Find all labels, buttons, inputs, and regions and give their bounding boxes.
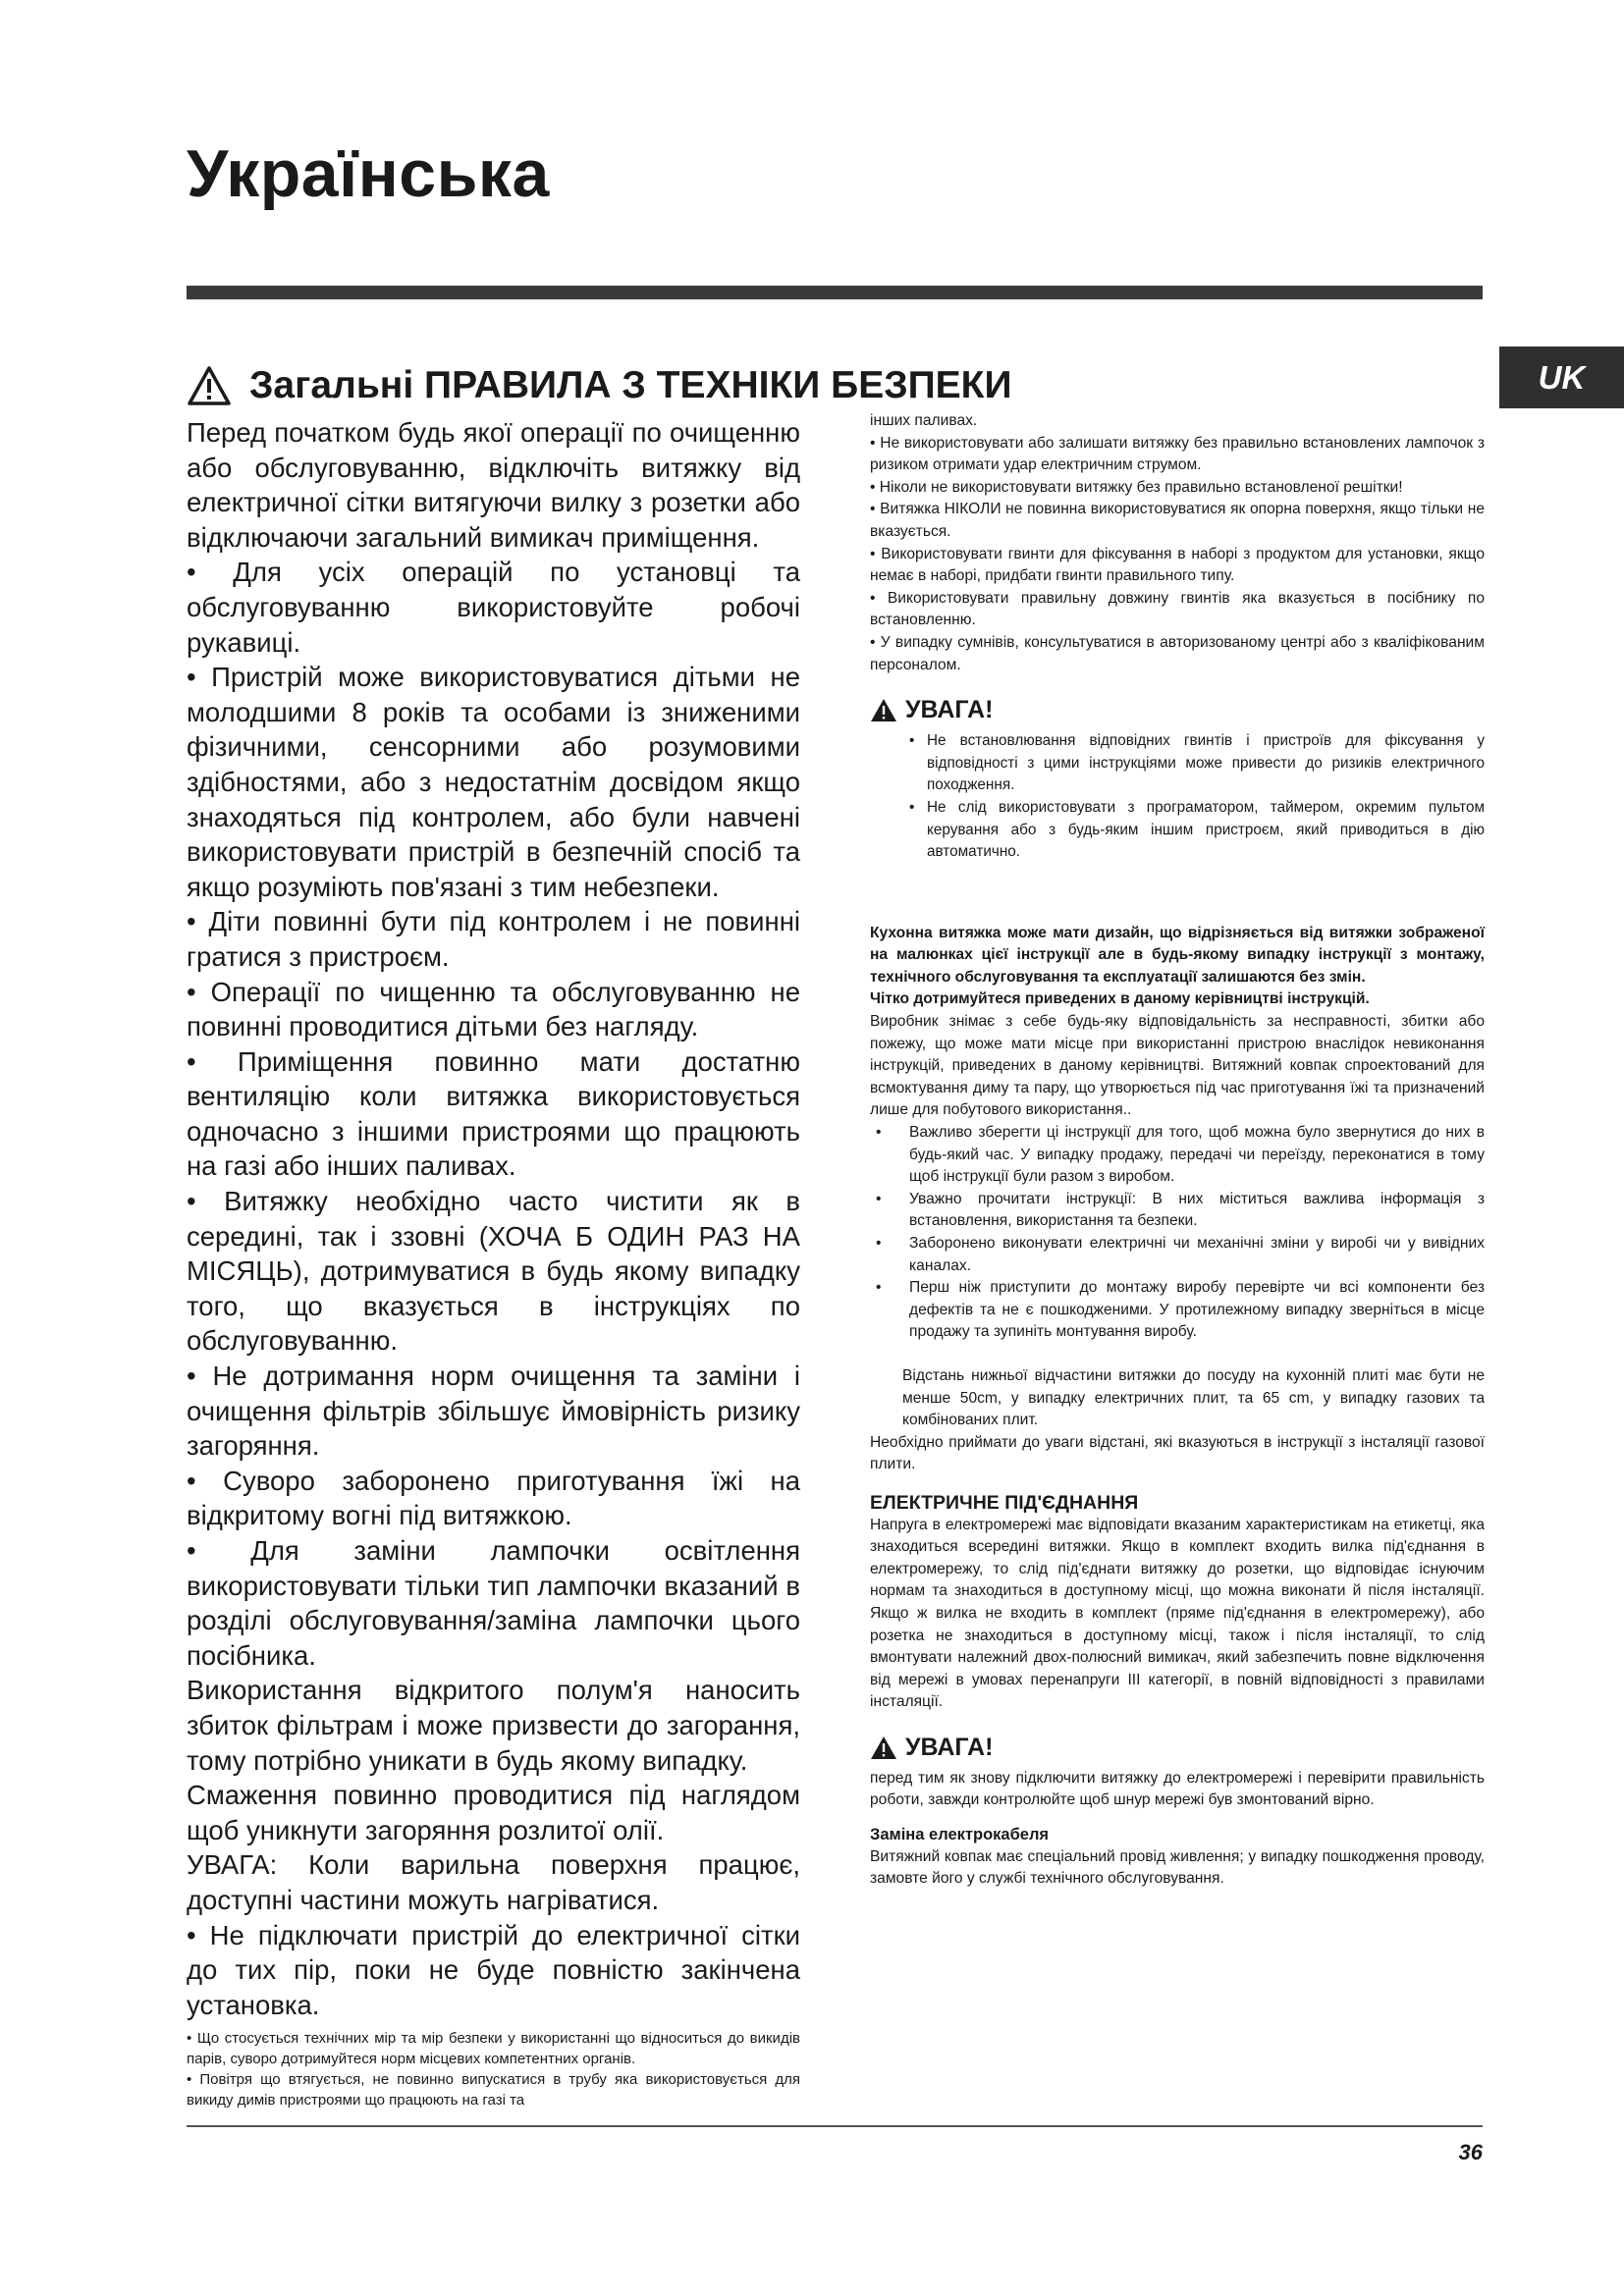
safety-paragraph: • Для усіх операцій по установці та обслуговуванню використовуйте робочі рукавиці. [187, 557, 800, 658]
warning-title: УВАГА! [905, 696, 994, 724]
warning-list [870, 730, 1485, 864]
safety-paragraph: • Витяжку необхідно часто чистити як в середині, так і ззовні (ХОЧА Б ОДИН РАЗ НА МІСЯЦЬ), дотримуватися в будь якому випадку того, що вказується в інструкціях по обслуговуванню. [187, 1186, 800, 1357]
liability-note: Виробник знімає з себе будь-яку відповідальність за несправності, збитки або пожежу, що може мати місце при використанні пристрою внаслідок невиконання інструкцій, приведених в даному керівництві. Витяжний ковпак спроектований для всмоктування диму та пару, що утворюється під час приготування їжі та призначений лише для побутового використання.. [870, 1013, 1485, 1119]
spacer [870, 864, 1485, 923]
gas-note: Необхідно приймати до уваги відстані, які вказуються в інструкції з інсталяції газової плити. [870, 1433, 1485, 1473]
right-column [870, 410, 1485, 1891]
safety-paragraph: • Діти повинні бути під контролем і не повинні гратися з пристроєм. [187, 906, 800, 972]
electrical-text: Напруга в електромережі має відповідати вказаним характеристикам на етикетці, яка знаходиться всередині витяжки. Якщо в комплект входить вилка під'єднання в електромережу, то слід під'єднати витяжку до розетки, що відповідає існуючим нормам та знаходиться в доступному місці, що можна виконати й після інсталяції. Якщо ж вилка не входить в комплект (пряме під'єднання в електромережу), або розетка не знаходиться в доступному місці, також і після інсталяції, то слід вмонтувати належний двох-полюсний вимикач, який забезпечить повне відключення від мережі в умовах перенапруги III категорії, в повній відповідності з правилами інсталяції. [870, 1516, 1485, 1711]
section-heading [187, 364, 1012, 407]
warning-filled-icon [870, 1735, 897, 1760]
warning-heading [870, 698, 1485, 722]
safety-paragraph: УВАГА: Коли варильна поверхня працює, доступні частини можуть нагріватися. [187, 1849, 800, 1915]
right-paragraph: інших паливах. [870, 412, 978, 429]
warning-item: • Не слід використовувати з програматором, таймером, окремим пультом керування або з будь-яким іншим пристроєм, який приводиться в дію автоматично. [870, 797, 1485, 864]
list-item: • Заборонено виконувати електричні чи механічні зміни у виробі чи у вивідних каналах. [870, 1233, 1485, 1277]
section-heading-text: Загальні ПРАВИЛА З ТЕХНІКИ БЕЗПЕКИ [249, 364, 1012, 406]
left-column [187, 415, 800, 2110]
design-note: Кухонна витяжка може мати дизайн, що відрізняється від витяжки зображеної на малюнках цієї інструкції але в будь-якому випадку інструкції з монтажу, технічного обслуговування та експлуатації залишаются без змін. [870, 924, 1485, 986]
right-paragraph: • Використовувати правильну довжину гвинтів яка вказується в посібнику по встановленню. [870, 589, 1485, 629]
safety-paragraph: • Приміщення повинно мати достатню вентиляцію коли витяжка використовується одночасно з іншими пристроями що працюють на газі або інших паливах. [187, 1045, 800, 1182]
right-paragraph: • Ніколи не використовувати витяжку без правильно встановленої решітки! [870, 478, 1403, 496]
safety-paragraph: Смаження повинно проводитися під наглядом щоб уникнути загоряння розлитої олії. [187, 1780, 800, 1845]
small-notes [187, 2028, 800, 2110]
warning-text: перед тим як знову підключити витяжку до електромережі і перевірити правильність роботи, завжди контролюйте щоб шнур мережі був змонтований вірно. [870, 1769, 1485, 1809]
electrical-heading: ЕЛЕКТРИЧНЕ ПІД'ЄДНАННЯ [870, 1491, 1139, 1514]
follow-note: Чітко дотримуйтеся приведених в даному керівництві інструкцій. [870, 990, 1370, 1008]
list-item: • Важливо зберегти ці інструкції для того, щоб можна було звернутися до них в будь-який час. У випадку продажу, передачі чи переїзду, переконатися в тому щоб інструкції були разом з виробом. [870, 1122, 1485, 1189]
warning-heading [870, 1735, 1485, 1760]
list-item: • Уважно прочитати інструкції: В них міститься важлива інформація з встановлення, використання та безпеки. [870, 1189, 1485, 1233]
page-number: 36 [1458, 2140, 1483, 2164]
warning-item: • Не встановлювання відповідних гвинтів і пристроїв для фіксування у відповідності з цими інструкціями може привести до ризиків електричного походження. [870, 730, 1485, 797]
small-paragraph: • Повітря що втягується, не повинно випускатися в трубу яка використовується для викиду димів пристроями що працюють на газі та [187, 2071, 800, 2109]
warning-triangle-icon [187, 365, 232, 406]
title-divider [187, 286, 1483, 299]
safety-paragraph: • Для заміни лампочки освітлення використовувати тільки тип лампочки вказаний в розділі обслуговування/заміна лампочки цього посібника. [187, 1535, 800, 1671]
cable-heading: Заміна електрокабеля [870, 1826, 1050, 1844]
safety-paragraph: Перед початком будь якої операції по очищенню або обслуговуванню, відключіть витяжку від електричної сітки витягуючи вилку з розетки або відключаючи загальний вимикач приміщення. [187, 417, 800, 553]
warning-filled-icon [870, 698, 897, 722]
safety-paragraph: • Суворо заборонено приготування їжі на відкритому вогні під витяжкою. [187, 1465, 800, 1531]
safety-paragraph: • Операції по чищенню та обслуговуванню не повинні проводитися дітьми без нагляду. [187, 976, 800, 1042]
safety-paragraph: • Пристрій може використовуватися дітьми не молодшими 8 років та особами із зниженими фізичними, сенсорними або розумовими здібностями, або з недостатнім досвідом якщо знаходяться під контролем, або були навчені використовувати пристрій в безпечній спосіб та якщо розуміють пов'язані з тим небезпеки. [187, 662, 800, 902]
right-paragraph: • Використовувати гвинти для фіксування в наборі з продуктом для установки, якщо немає в наборі, придбати гвинти правильного типу. [870, 545, 1485, 585]
language-badge: UK [1499, 347, 1624, 408]
right-paragraph: • Не використовувати або залишати витяжку без правильно встановлених лампочок з ризиком отримати удар електричним струмом. [870, 434, 1485, 474]
footer-divider [187, 2125, 1483, 2127]
distance-note: Відстань нижньої відчастини витяжки до посуду на кухонній плиті має бути не менше 50cm, у випадку електричних плит, та 65 cm, у випадку газових та комбінованих плит. [902, 1366, 1485, 1429]
list-item: • Перш ніж приступити до монтажу виробу перевірте чи всі компоненти без дефектів та не є пошкодженими. У протилежному випадку зверніться в місце продажу та зупиніть монтування виробу. [870, 1277, 1485, 1344]
warning-title: УВАГА! [905, 1734, 994, 1762]
page-title: Українська [187, 136, 550, 211]
safety-paragraph: • Не дотримання норм очищення та заміни і очищення фільтрів збільшує ймовірність ризику загоряння. [187, 1361, 800, 1462]
cable-text: Витяжний ковпак має спеціальний провід живлення; у випадку пошкодження проводу, замовте його у службі технічного обслуговування. [870, 1847, 1485, 1888]
instruction-list [870, 1122, 1485, 1344]
safety-paragraph: • Не підключати пристрій до електричної сітки до тих пір, поки не буде повністю закінчена установка. [187, 1919, 800, 2020]
safety-paragraph: Використання відкритого полум'я наносить збиток фільтрам і може призвести до загорання, тому потрібно уникати в будь якому випадку. [187, 1675, 800, 1776]
right-paragraph: • У випадку сумнівів, консультуватися в авторизованому центрі або з кваліфікованим персоналом. [870, 633, 1485, 673]
small-paragraph: • Що стосується технічних мір та мір безпеки у використанні що відноситься до викидів парів, суворо дотримуйтеся норм місцевих компетентних органів. [187, 2030, 800, 2068]
right-paragraph: • Витяжка НІКОЛИ не повинна використовуватися як опорна поверхня, якщо тільки не вказується. [870, 501, 1485, 540]
